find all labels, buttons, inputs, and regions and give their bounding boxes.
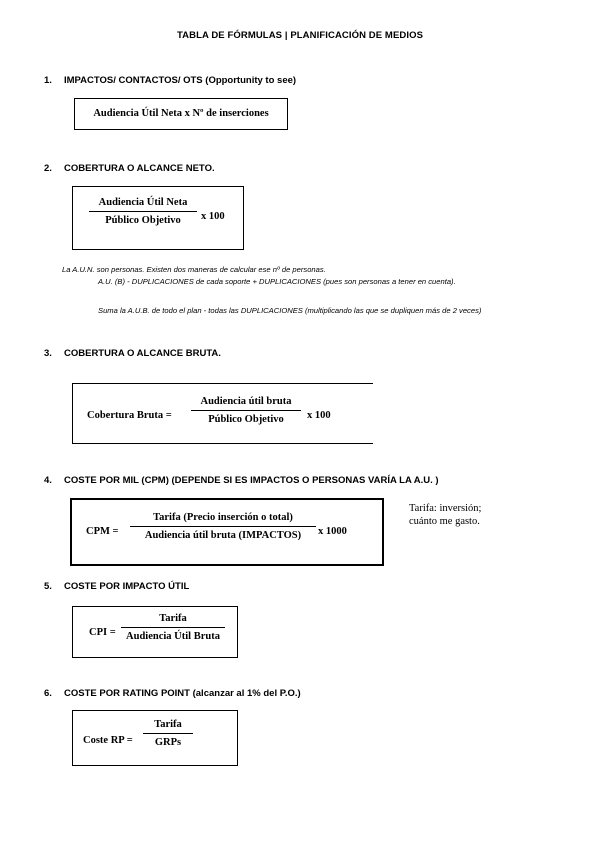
side-note-line-2: cuánto me gasto.: [409, 516, 480, 527]
note-line-3: Suma la A.U.B. de todo el plan - todas las DUPLICACIONES (multiplicando las que se dupliquen más de 2 veces): [98, 306, 482, 315]
formula-cobertura-bruta: [72, 383, 373, 444]
formula-cpm: [70, 498, 384, 566]
section-1-heading: [44, 75, 296, 86]
numerator: Tarifa: [154, 719, 182, 730]
denominator: GRPs: [154, 737, 182, 748]
fraction-bar: [121, 627, 225, 628]
numerator: Audiencia útil bruta: [200, 396, 292, 407]
multiplier: x 1000: [318, 526, 347, 537]
fraction-cobertura-neta: [89, 197, 197, 226]
section-4-title: COSTE POR MIL (CPM) (DEPENDE SI ES IMPACTOS O PERSONAS VARÍA LA A.U. ): [64, 475, 439, 486]
multiplier: x 100: [307, 410, 331, 421]
section-6-heading: [44, 688, 301, 699]
formula-prefix: Cobertura Bruta =: [87, 410, 172, 421]
section-5-title: COSTE POR IMPACTO ÚTIL: [64, 581, 190, 592]
formula-prefix: Coste RP =: [83, 735, 133, 746]
multiplier: x 100: [201, 211, 225, 222]
fraction-bar: [130, 526, 316, 527]
section-2-heading: [44, 163, 215, 174]
numerator: Tarifa (Precio inserción o total): [153, 512, 293, 523]
numerator: Audiencia Útil Neta: [98, 197, 188, 208]
formula-impactos-text: Audiencia Útil Neta x Nº de inserciones: [93, 108, 269, 119]
section-5-heading: [44, 581, 189, 592]
section-6-title: COSTE POR RATING POINT (alcanzar al 1% del P.O.): [64, 688, 301, 699]
denominator: Público Objetivo: [208, 414, 284, 425]
page-title: TABLA DE FÓRMULAS | PLANIFICACIÓN DE MEDIOS: [176, 30, 424, 41]
section-1-number: 1.: [44, 75, 52, 86]
fraction-bar: [191, 410, 301, 411]
formula-prefix: CPI =: [89, 627, 116, 638]
side-note-line-1: Tarifa: inversión;: [409, 503, 482, 514]
section-3-title: COBERTURA O ALCANCE BRUTA.: [64, 348, 221, 359]
denominator: Público Objetivo: [105, 215, 181, 226]
section-6-number: 6.: [44, 688, 52, 699]
fraction-bar: [89, 211, 197, 212]
fraction-cpm: [130, 512, 316, 541]
fraction-coste-rp: [143, 719, 193, 748]
fraction-cpi: [121, 613, 225, 642]
section-2-number: 2.: [44, 163, 52, 174]
section-4-heading: [44, 475, 439, 486]
section-2-title: COBERTURA O ALCANCE NETO.: [64, 163, 215, 174]
denominator: Audiencia Útil Bruta: [126, 631, 220, 642]
note-line-1: La A.U.N. son personas. Existen dos maneras de calcular ese nº de personas.: [62, 265, 326, 274]
formula-cobertura-neta: [72, 186, 244, 250]
section-5-number: 5.: [44, 581, 52, 592]
formula-prefix: CPM =: [86, 526, 119, 537]
formula-cpi: [72, 606, 238, 658]
formula-impactos: [74, 98, 288, 130]
formula-coste-rp: [72, 710, 238, 766]
fraction-cobertura-bruta: [191, 396, 301, 425]
numerator: Tarifa: [159, 613, 187, 624]
fraction-bar: [143, 733, 193, 734]
section-3-heading: [44, 348, 221, 359]
section-1-title: IMPACTOS/ CONTACTOS/ OTS (Opportunity to see): [64, 75, 297, 86]
section-4-number: 4.: [44, 475, 52, 486]
denominator: Audiencia útil bruta (IMPACTOS): [144, 530, 302, 541]
note-line-2: A.U. (B) - DUPLICACIONES de cada soporte + DUPLICACIONES (pues son personas a tener en cuenta).: [98, 277, 456, 286]
section-3-number: 3.: [44, 348, 52, 359]
